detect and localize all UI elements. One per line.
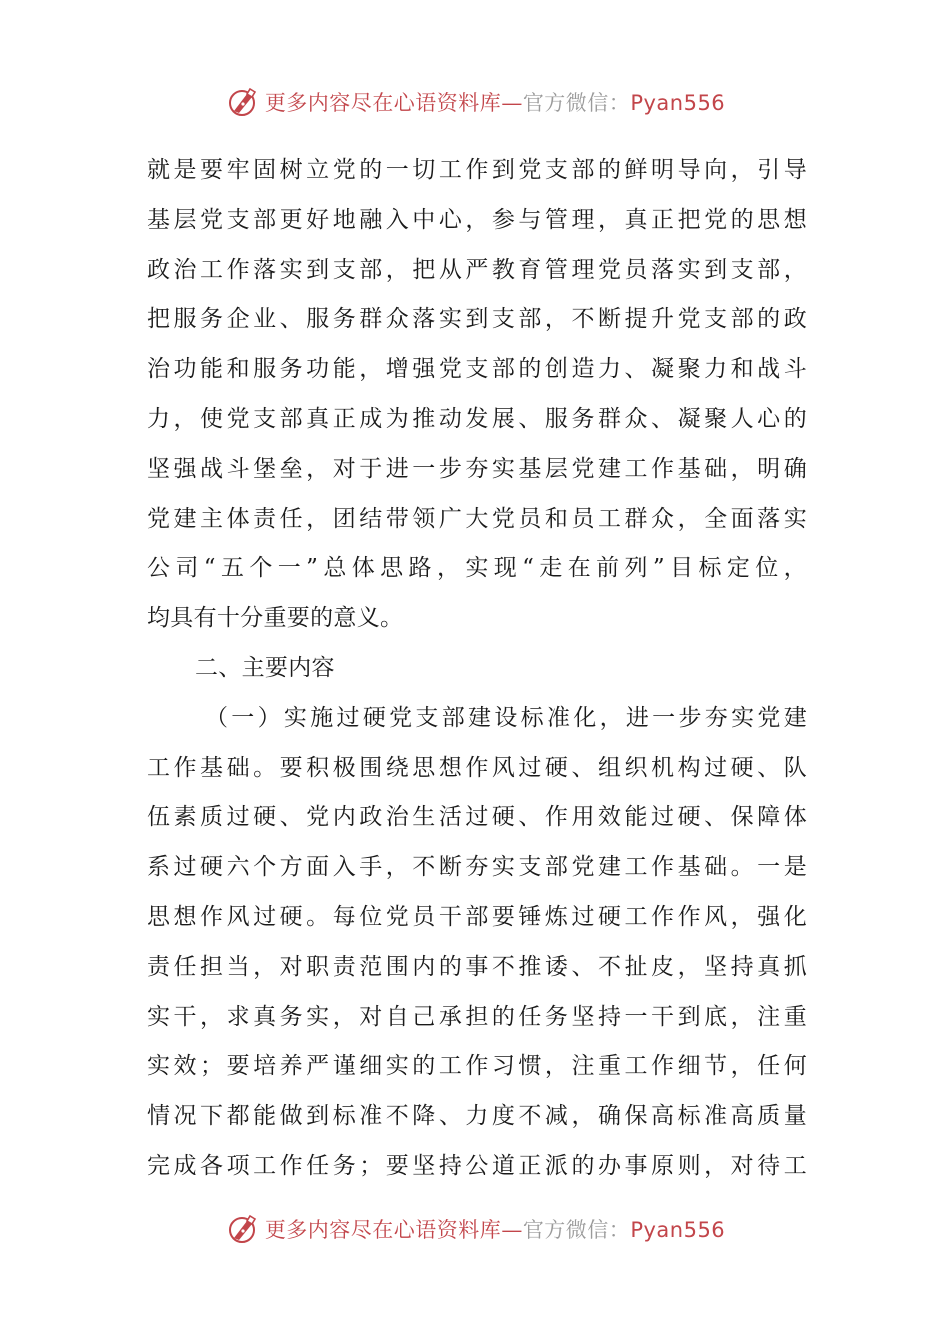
watermark-id: Pyan556 xyxy=(630,1218,726,1242)
header-watermark xyxy=(0,82,950,122)
text-line: 就是要牢固树立党的一切工作到党支部的鲜明导向，引导 xyxy=(147,157,807,183)
footer-watermark xyxy=(0,1209,950,1249)
watermark-site: 更多内容尽在心语资料库 xyxy=(264,1218,502,1242)
paragraph-continuation xyxy=(147,146,807,644)
pen-nib-circle-icon xyxy=(225,84,261,120)
text-line: 实效；要培养严谨细实的工作习惯，注重工作细节，任何 xyxy=(147,1053,807,1080)
text-line: 坚强战斗堡垒，对于进一步夯实基层党建工作基础，明确 xyxy=(147,455,807,482)
pen-nib-circle-icon xyxy=(225,1211,261,1247)
section-heading-text: 二、主要内容 xyxy=(195,654,335,681)
text-line: 完成各项工作任务；要坚持公道正派的办事原则，对待工 xyxy=(147,1152,807,1179)
paragraph xyxy=(147,694,807,1192)
text-line: 伍素质过硬、党内政治生活过硬、作用效能过硬、保障体 xyxy=(147,804,807,831)
watermark-text xyxy=(265,1214,725,1244)
text-line: 系过硬六个方面入手，不断夯实支部党建工作基础。一是 xyxy=(147,854,807,881)
watermark-dash: — xyxy=(501,91,523,115)
text-line: 基层党支部更好地融入中心，参与管理，真正把党的思想 xyxy=(147,206,807,233)
section-heading xyxy=(147,644,807,694)
watermark-label: 官方微信： xyxy=(522,91,631,115)
text-line: 工作基础。要积极围绕思想作风过硬、组织机构过硬、队 xyxy=(147,754,807,781)
text-line: 治功能和服务功能，增强党支部的创造力、凝聚力和战斗 xyxy=(147,356,807,383)
text-line: 政治工作落实到支部，把从严教育管理党员落实到支部， xyxy=(147,256,807,283)
text-line: 均具有十分重要的意义。 xyxy=(147,605,404,632)
watermark-label: 官方微信： xyxy=(522,1218,631,1242)
watermark-dash: — xyxy=(501,1218,523,1242)
text-line: 党建主体责任，团结带领广大党员和员工群众，全面落实 xyxy=(147,505,807,532)
text-line: 情况下都能做到标准不降、力度不减，确保高标准高质量 xyxy=(147,1103,807,1130)
watermark-text xyxy=(265,87,725,117)
watermark-id: Pyan556 xyxy=(630,91,726,115)
text-line: 实干，求真务实，对自己承担的任务坚持一干到底，注重 xyxy=(147,1003,807,1030)
text-line: 思想作风过硬。每位党员干部要锤炼过硬工作作风，强化 xyxy=(147,903,807,930)
text-line: 力，使党支部真正成为推动发展、服务群众、凝聚人心的 xyxy=(147,405,807,432)
text-line: 公司“五个一”总体思路，实现“走在前列”目标定位， xyxy=(147,555,807,582)
watermark-site: 更多内容尽在心语资料库 xyxy=(264,91,502,115)
text-line: 责任担当，对职责范围内的事不推诿、不扯皮，坚持真抓 xyxy=(147,953,807,980)
text-line: （一）实施过硬党支部建设标准化，进一步夯实党建 xyxy=(205,704,807,731)
document-body xyxy=(147,146,807,1192)
text-line: 把服务企业、服务群众落实到支部，不断提升党支部的政 xyxy=(147,306,807,333)
